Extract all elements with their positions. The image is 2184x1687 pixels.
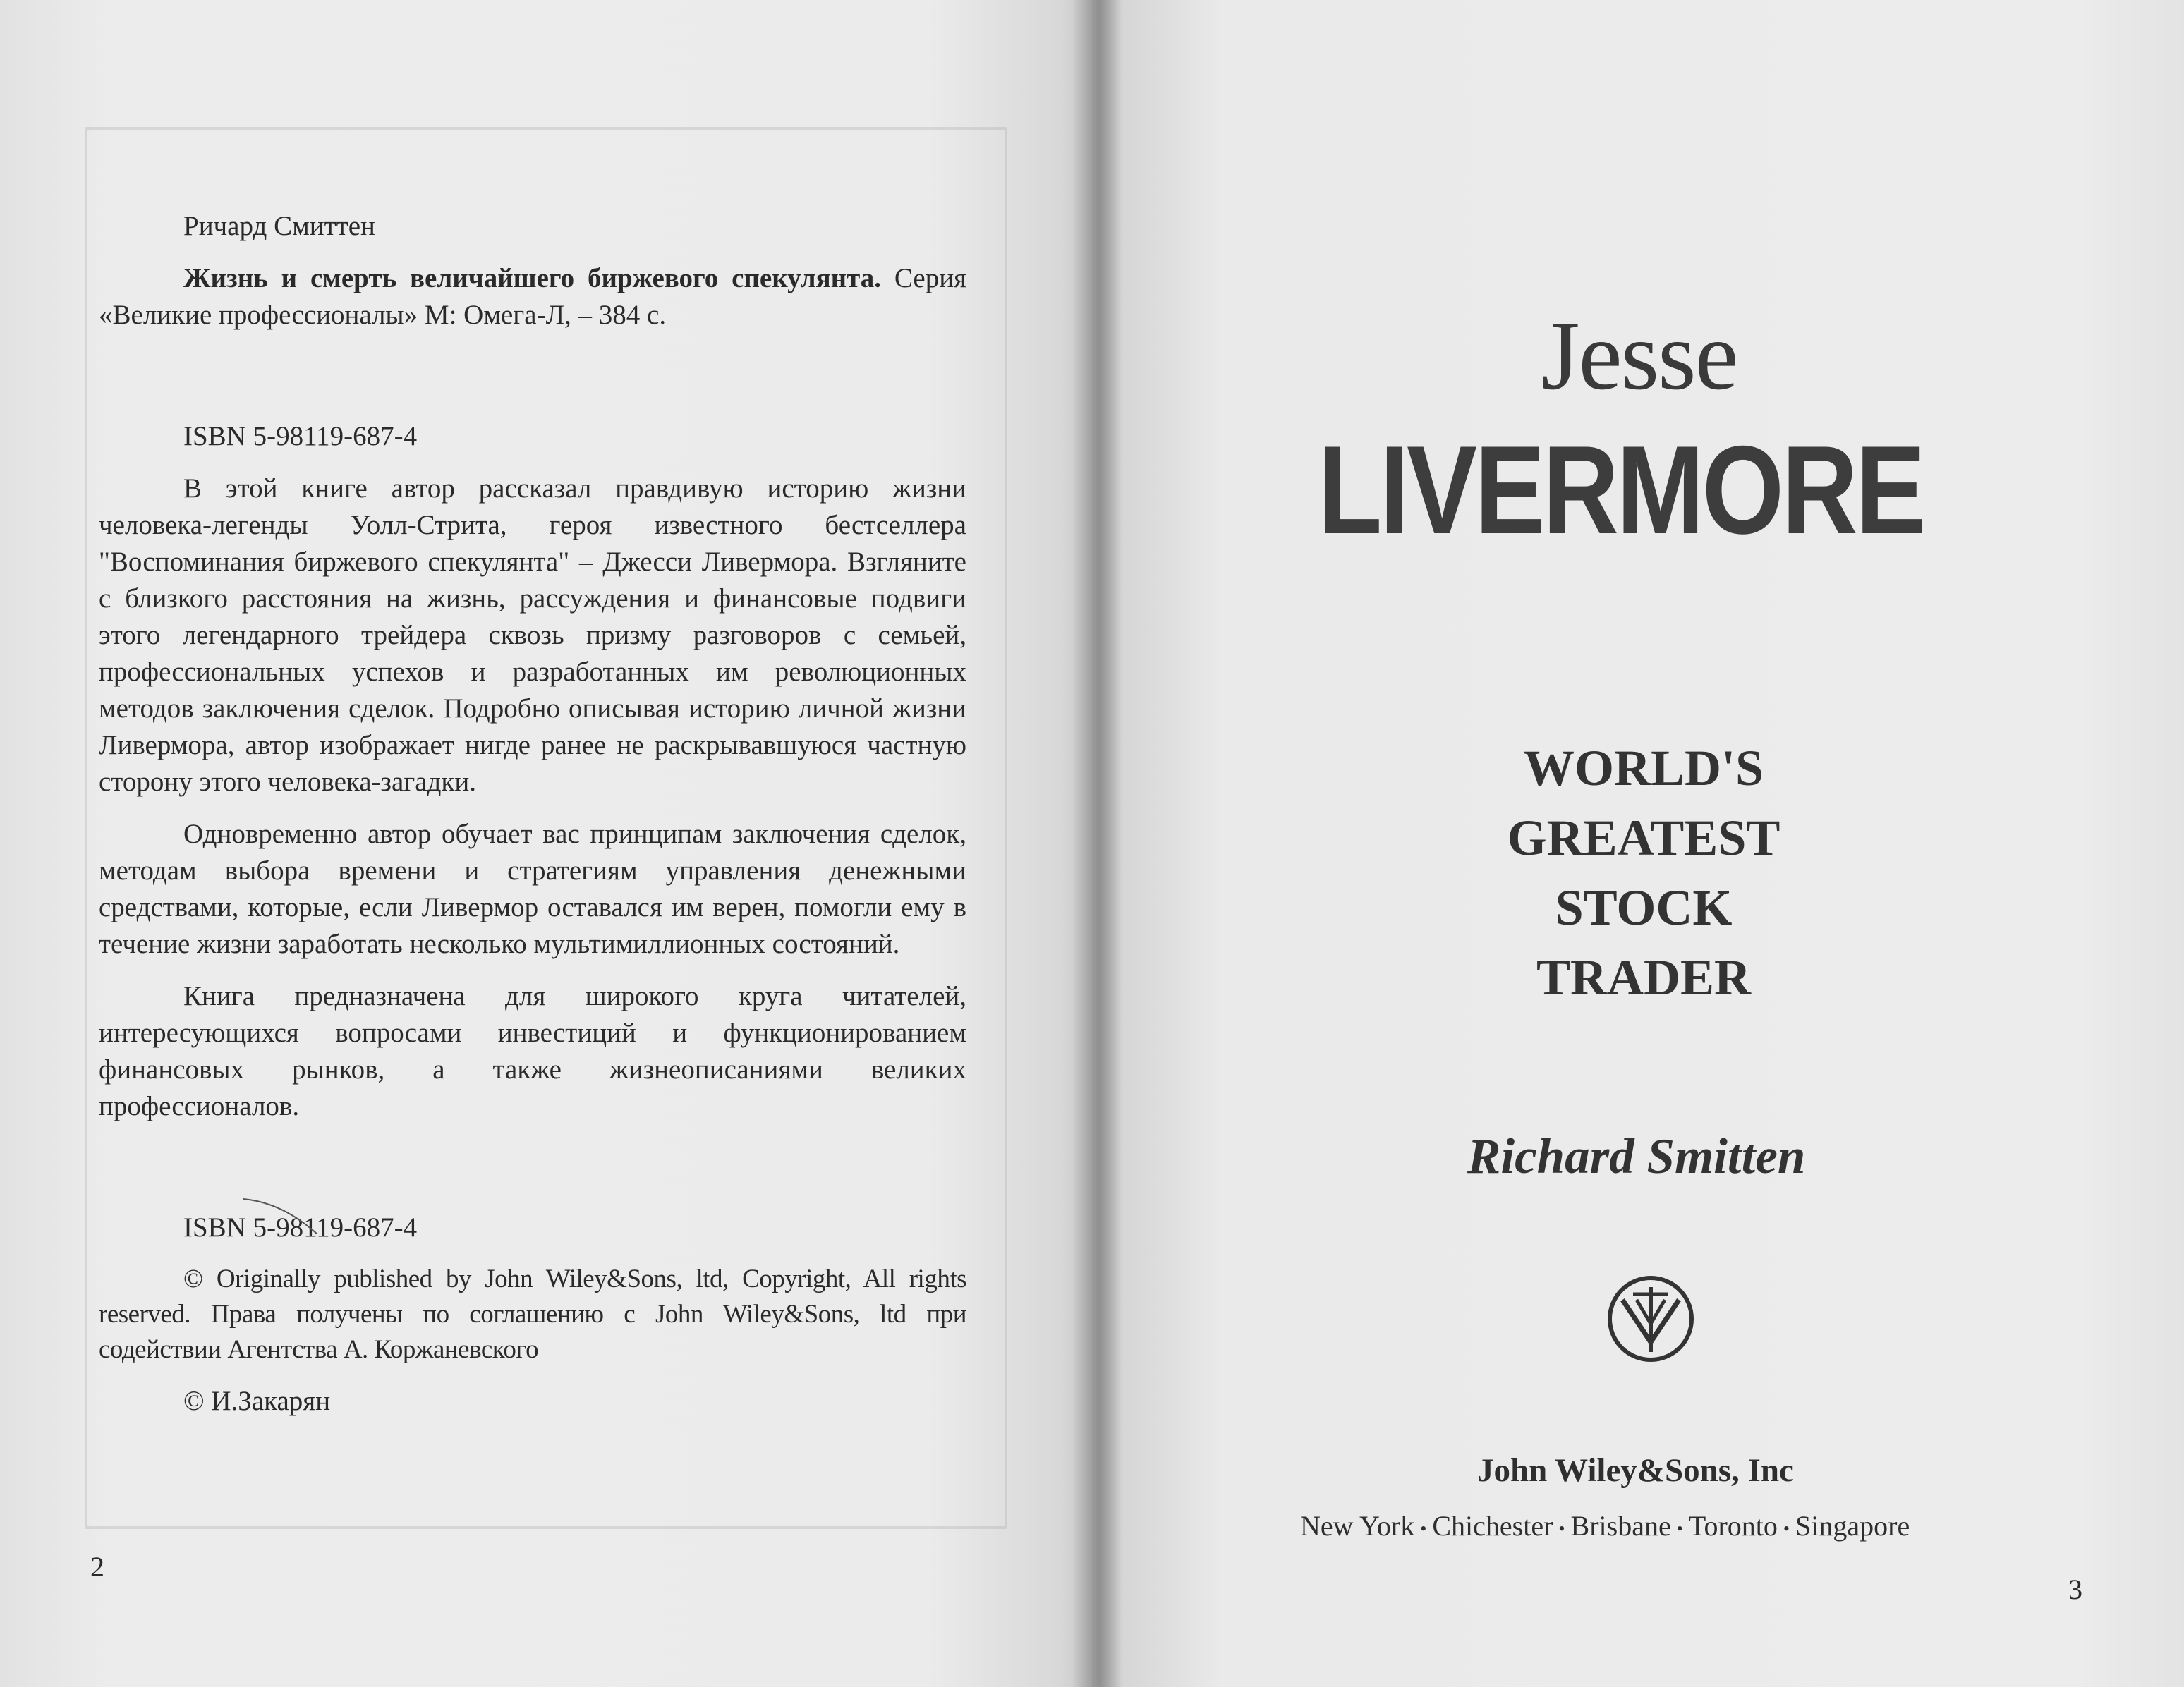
isbn-top: ISBN 5-98119-687-4	[183, 421, 418, 451]
series-info: Серия «Великие профессионалы» М: Омега-Л, – 384 с.	[99, 263, 967, 330]
subtitle-line: GREATEST	[1507, 810, 1780, 866]
city-separator: •	[1676, 1518, 1683, 1539]
book-title-ru: Жизнь и смерть величайшего биржевого спекулянта.	[183, 263, 882, 293]
isbn-bottom: ISBN 5-98119-687-4	[183, 1212, 418, 1243]
city-separator: •	[1558, 1518, 1565, 1539]
publisher-cities	[1300, 1509, 2020, 1542]
annotation-paragraph-3: Книга предназначена для широкого круга читателей, интересующихся вопросами инвестиций и функционированием финансовых рынков, а также жизнеописаниями великих профессионалов.	[99, 981, 966, 1121]
copyright-notice: © Originally published by John Wiley&Sons, ltd, Copyright, All rights reserved. Права получены по соглашению с John Wiley&Sons, ltd при содействии Агентства А. Коржаневского	[99, 1265, 966, 1364]
book-gutter	[1072, 0, 1122, 1687]
publisher-name: John Wiley&Sons, Inc	[1477, 1452, 1794, 1489]
city: Brisbane	[1570, 1510, 1671, 1542]
subtitle-line: WORLD'S	[1523, 740, 1764, 796]
city: Toronto	[1688, 1510, 1778, 1542]
city-separator: •	[1420, 1518, 1427, 1539]
subtitle	[1418, 733, 1869, 1013]
bibliographic-entry	[99, 260, 966, 334]
city-separator: •	[1783, 1518, 1790, 1539]
city: Singapore	[1795, 1510, 1910, 1542]
subtitle-line: STOCK	[1555, 879, 1733, 936]
title-first-name: Jesse	[1541, 301, 1737, 410]
page-number-right: 3	[2068, 1573, 2082, 1605]
subtitle-line: TRADER	[1536, 949, 1752, 1006]
title-last-name: LIVERMORE	[1318, 420, 1924, 560]
annotation-paragraph-2: Одновременно автор обучает вас принципам заключения сделок, методам выбора времени и стратегиям управления денежными средствами, которые, если Ливермор оставался им верен, помогли ему в течение жизни заработать несколько мультимиллионных состояний.	[99, 819, 966, 959]
wiley-logo-icon	[1605, 1273, 1697, 1365]
copyright-page-text	[99, 208, 966, 1420]
author-name-ru: Ричард Смиттен	[183, 211, 375, 241]
city: New York	[1300, 1510, 1415, 1542]
annotation-paragraph-1: В этой книге автор рассказал правдивую историю жизни человека-легенды Уолл-Стрита, героя известного бестселлера "Воспоминания биржевого спекулянта" – Джесси Ливермора. Взгляните с близкого расстояния на жизнь, рассуждения и финансовые подвиги этого легендарного трейдера сквозь призму разговоров с семьей, профессиональных успехов и разработанных им революционных методов заключения сделок. Подробно описывая историю личной жизни Ливермора, автор изображает нигде ранее не раскрывавшуюся частную сторону этого человека-загадки.	[99, 473, 966, 797]
author-name-en: Richard Smitten	[1467, 1129, 1806, 1184]
pen-mark-icon	[240, 1185, 332, 1241]
copyright-translator: © И.Закарян	[183, 1386, 331, 1416]
page-number-left: 2	[90, 1551, 104, 1583]
city: Chichester	[1432, 1510, 1553, 1542]
